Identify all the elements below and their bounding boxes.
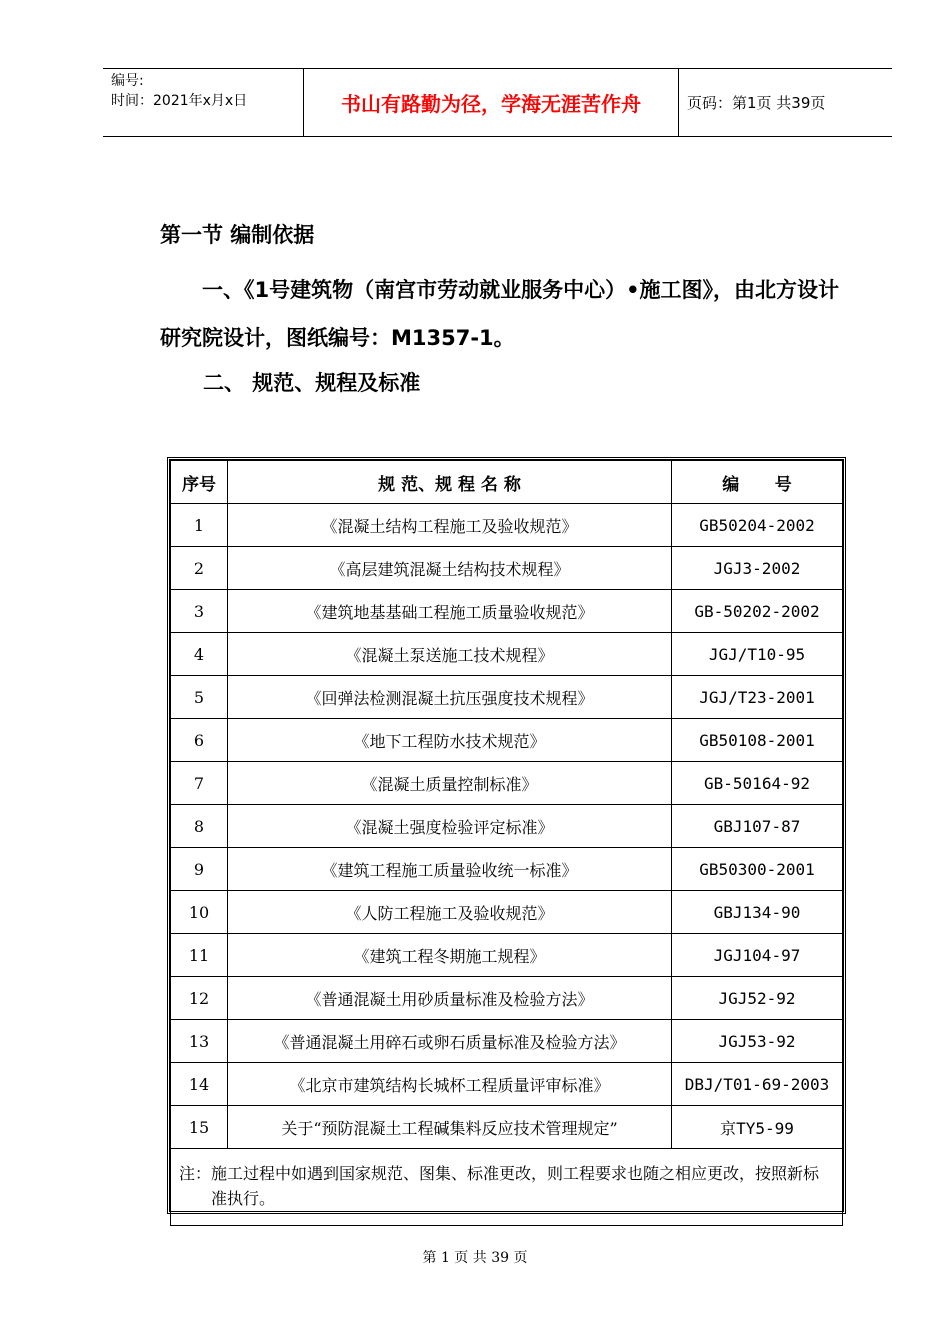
cell-seq: 3: [171, 590, 228, 633]
cell-code: GBJ134-90: [672, 891, 843, 934]
cell-seq: 14: [171, 1063, 228, 1106]
cell-name: 《混凝土强度检验评定标准》: [228, 805, 672, 848]
cell-code: GB50300-2001: [672, 848, 843, 891]
page-footer: 第 1 页 共 39 页: [422, 1250, 528, 1266]
table-row: [171, 633, 843, 676]
cell-seq: 1: [171, 504, 228, 547]
table-row: [171, 762, 843, 805]
header-meta: [103, 69, 304, 136]
header-slogan: 书山有路勤为径，学海无涯苦作舟: [304, 69, 679, 136]
cell-name: 《地下工程防水技术规范》: [228, 719, 672, 762]
cell-name: 《混凝土结构工程施工及验收规范》: [228, 504, 672, 547]
cell-code: 京TY5-99: [672, 1106, 843, 1149]
cell-name: 《北京市建筑结构长城杯工程质量评审标准》: [228, 1063, 672, 1106]
table-row: [171, 1063, 843, 1106]
cell-seq: 10: [171, 891, 228, 934]
cell-code: GBJ107-87: [672, 805, 843, 848]
cell-code: DBJ/T01-69-2003: [672, 1063, 843, 1106]
cell-seq: 6: [171, 719, 228, 762]
cell-code: GB50108-2001: [672, 719, 843, 762]
cell-name: 《混凝土质量控制标准》: [228, 762, 672, 805]
table-row: [171, 719, 843, 762]
col-header-name: 规 范、规 程 名 称: [228, 461, 672, 504]
table-row: [171, 805, 843, 848]
cell-code: GB50204-2002: [672, 504, 843, 547]
cell-seq: 7: [171, 762, 228, 805]
cell-seq: 15: [171, 1106, 228, 1149]
paragraph-text: 一、《1号建筑物（南宫市劳动就业服务中心）•施工图》，由北方设计研究院设计，图纸编号：M1357-1。: [160, 278, 840, 350]
table-row: [171, 891, 843, 934]
cell-name: 《普通混凝土用砂质量标准及检验方法》: [228, 977, 672, 1020]
cell-name: 《人防工程施工及验收规范》: [228, 891, 672, 934]
table-row: [171, 676, 843, 719]
cell-code: JGJ53-92: [672, 1020, 843, 1063]
table-row: [171, 977, 843, 1020]
cell-name: 《普通混凝土用碎石或卵石质量标准及检验方法》: [228, 1020, 672, 1063]
cell-code: JGJ/T10-95: [672, 633, 843, 676]
doc-date: 时间：2021年x月x日: [111, 93, 248, 109]
cell-seq: 8: [171, 805, 228, 848]
cell-code: JGJ52-92: [672, 977, 843, 1020]
note-text: 施工过程中如遇到国家规范、图集、标准更改，则工程要求也随之相应更改，按照新标准执行。: [211, 1164, 820, 1208]
table-row: [171, 848, 843, 891]
cell-seq: 9: [171, 848, 228, 891]
section-title: 第一节 编制依据: [160, 223, 315, 247]
table-row: [171, 1020, 843, 1063]
cell-name: 关于“预防混凝土工程碱集料反应技术管理规定”: [228, 1106, 672, 1149]
table-row: [171, 547, 843, 590]
cell-name: 《高层建筑混凝土结构技术规程》: [228, 547, 672, 590]
cell-seq: 5: [171, 676, 228, 719]
table-row: [171, 504, 843, 547]
note-label: 注：: [179, 1164, 212, 1183]
cell-seq: 4: [171, 633, 228, 676]
cell-code: JGJ/T23-2001: [672, 676, 843, 719]
cell-name: 《回弹法检测混凝土抗压强度技术规程》: [228, 676, 672, 719]
col-header-code: 编 号: [672, 461, 843, 504]
cell-name: 《建筑地基基础工程施工质量验收规范》: [228, 590, 672, 633]
cell-name: 《建筑工程冬期施工规程》: [228, 934, 672, 977]
table-row: [171, 590, 843, 633]
header-page-info: 页码：第1页 共39页: [687, 94, 826, 112]
col-header-seq: 序号: [171, 461, 228, 504]
cell-seq: 2: [171, 547, 228, 590]
page-header: [103, 68, 892, 137]
subheading-standards: 二、 规范、规程及标准: [203, 371, 421, 395]
table-row: [171, 1106, 843, 1149]
cell-seq: 12: [171, 977, 228, 1020]
cell-name: 《建筑工程施工质量验收统一标准》: [228, 848, 672, 891]
cell-code: JGJ3-2002: [672, 547, 843, 590]
table-row: [171, 934, 843, 977]
doc-number-label: 编号:: [111, 73, 144, 89]
cell-code: JGJ104-97: [672, 934, 843, 977]
paragraph-drawing-basis: [160, 266, 850, 362]
cell-name: 《混凝土泵送施工技术规程》: [228, 633, 672, 676]
cell-seq: 11: [171, 934, 228, 977]
cell-code: GB-50202-2002: [672, 590, 843, 633]
table-note: [171, 1149, 843, 1226]
cell-code: GB-50164-92: [672, 762, 843, 805]
standards-table: [167, 457, 846, 1214]
cell-seq: 13: [171, 1020, 228, 1063]
